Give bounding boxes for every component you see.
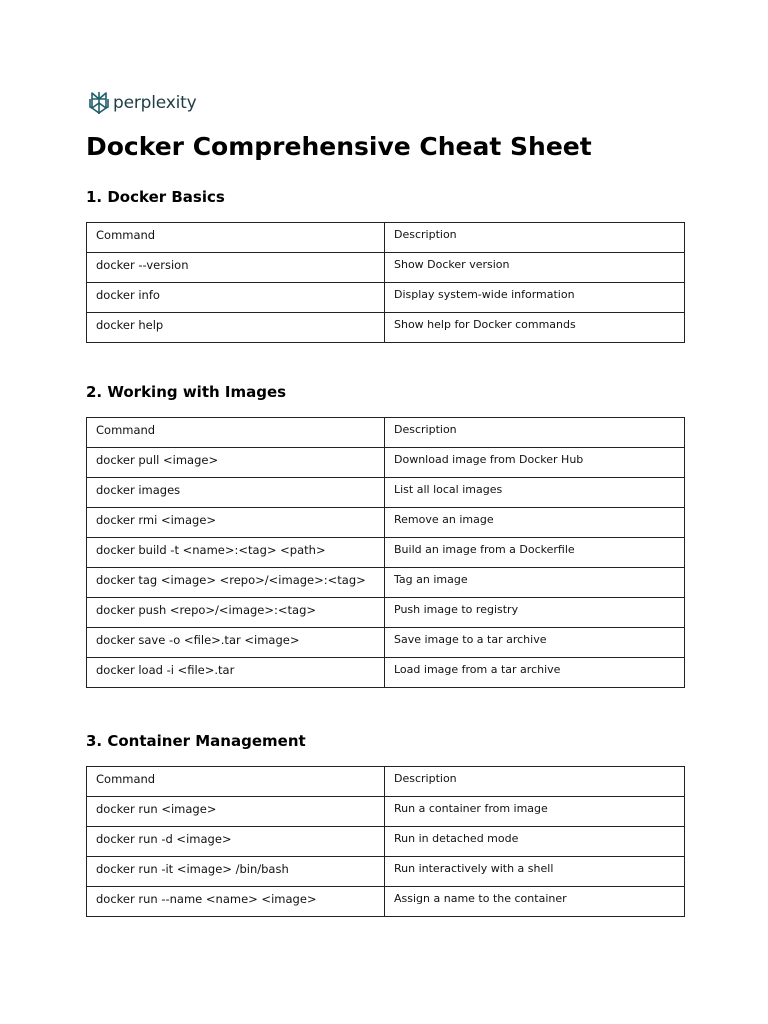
table-row bbox=[87, 253, 685, 283]
description-cell: Display system-wide information bbox=[385, 283, 685, 313]
table-header-row bbox=[87, 418, 685, 448]
table-row bbox=[87, 538, 685, 568]
working-with-images-table bbox=[86, 417, 685, 688]
column-header-command: Command bbox=[87, 418, 385, 448]
column-header-description: Description bbox=[385, 418, 685, 448]
table-row bbox=[87, 283, 685, 313]
table-row bbox=[87, 448, 685, 478]
description-cell: Assign a name to the container bbox=[385, 887, 685, 917]
table-row bbox=[87, 598, 685, 628]
description-cell: Build an image from a Dockerfile bbox=[385, 538, 685, 568]
section-heading-container-management: 3. Container Management bbox=[86, 732, 306, 750]
table-header-row bbox=[87, 767, 685, 797]
command-cell: docker save -o <file>.tar <image> bbox=[87, 628, 385, 658]
description-cell: Show help for Docker commands bbox=[385, 313, 685, 343]
description-cell: Run interactively with a shell bbox=[385, 857, 685, 887]
description-cell: List all local images bbox=[385, 478, 685, 508]
section-heading-working-with-images: 2. Working with Images bbox=[86, 383, 287, 401]
table-row bbox=[87, 478, 685, 508]
description-cell: Push image to registry bbox=[385, 598, 685, 628]
command-cell: docker images bbox=[87, 478, 385, 508]
command-cell: docker info bbox=[87, 283, 385, 313]
command-cell: docker --version bbox=[87, 253, 385, 283]
description-cell: Run in detached mode bbox=[385, 827, 685, 857]
docker-basics-table bbox=[86, 222, 685, 343]
command-cell: docker tag <image> <repo>/<image>:<tag> bbox=[87, 568, 385, 598]
command-cell: docker run <image> bbox=[87, 797, 385, 827]
container-management-table bbox=[86, 766, 685, 917]
description-cell: Load image from a tar archive bbox=[385, 658, 685, 688]
column-header-command: Command bbox=[87, 767, 385, 797]
description-cell: Show Docker version bbox=[385, 253, 685, 283]
table-row bbox=[87, 628, 685, 658]
command-cell: docker pull <image> bbox=[87, 448, 385, 478]
table-row bbox=[87, 313, 685, 343]
command-cell: docker push <repo>/<image>:<tag> bbox=[87, 598, 385, 628]
table-row bbox=[87, 658, 685, 688]
command-cell: docker run -d <image> bbox=[87, 827, 385, 857]
table-row bbox=[87, 887, 685, 917]
description-cell: Tag an image bbox=[385, 568, 685, 598]
command-cell: docker help bbox=[87, 313, 385, 343]
command-cell: docker build -t <name>:<tag> <path> bbox=[87, 538, 385, 568]
perplexity-wordmark: perplexity bbox=[113, 93, 197, 113]
column-header-description: Description bbox=[385, 767, 685, 797]
table-row bbox=[87, 827, 685, 857]
description-cell: Remove an image bbox=[385, 508, 685, 538]
description-cell: Save image to a tar archive bbox=[385, 628, 685, 658]
section-heading-docker-basics: 1. Docker Basics bbox=[86, 188, 225, 206]
table-row bbox=[87, 797, 685, 827]
table-row bbox=[87, 568, 685, 598]
column-header-description: Description bbox=[385, 223, 685, 253]
description-cell: Run a container from image bbox=[385, 797, 685, 827]
command-cell: docker rmi <image> bbox=[87, 508, 385, 538]
page-title: Docker Comprehensive Cheat Sheet bbox=[86, 132, 592, 161]
table-header-row bbox=[87, 223, 685, 253]
command-cell: docker load -i <file>.tar bbox=[87, 658, 385, 688]
command-cell: docker run -it <image> /bin/bash bbox=[87, 857, 385, 887]
command-cell: docker run --name <name> <image> bbox=[87, 887, 385, 917]
table-row bbox=[87, 508, 685, 538]
column-header-command: Command bbox=[87, 223, 385, 253]
perplexity-logo bbox=[89, 91, 196, 115]
table-row bbox=[87, 857, 685, 887]
description-cell: Download image from Docker Hub bbox=[385, 448, 685, 478]
perplexity-logo-icon bbox=[89, 91, 109, 115]
